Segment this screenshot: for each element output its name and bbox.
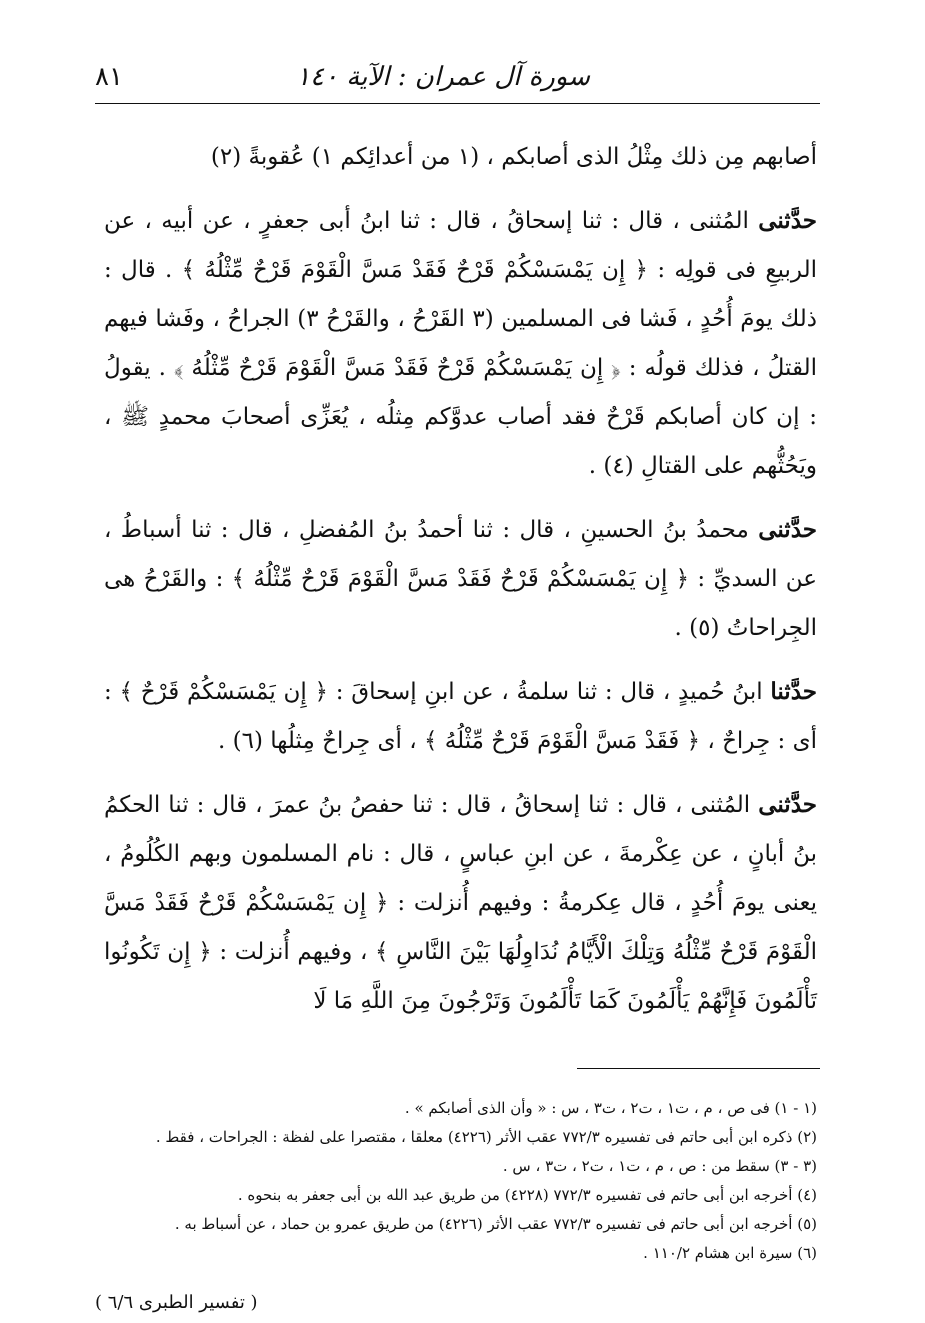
paragraph-text: ابنُ حُميدٍ ، قال : ثنا سلمةُ ، عن ابنِ إسحاقَ : ﴿ إِن يَمْسَسْكُمْ قَرْحٌ ﴾ : أى : جِراحٌ ، ﴿ فَقَدْ مَسَّ الْقَوْمَ قَرْحٌ مِّثْلُهُ ﴾ ، أى جِراحٌ مِثلُها (٦) . — [104, 679, 817, 754]
paragraph-text: محمدُ بنُ الحسينِ ، قال : ثنا أحمدُ بنُ المُفضلِ ، قال : ثنا أسباطُ ، عن السديِّ : ﴿ إِن يَمْسَسْكُمْ قَرْحٌ فَقَدْ مَسَّ الْقَوْمَ قَرْحٌ مِّثْلُهُ ﴾ : والقَرْحُ هى الجِراحاتُ (٥) . — [104, 517, 817, 641]
narrator-lead: حدَّثنى — [758, 207, 817, 234]
paragraph-text: أصابهم مِن ذلك مِثْلُ الذى أصابكم ، (١ من أعدائِكم ١) عُقوبةً (٢) — [210, 144, 817, 170]
footnote: (١ - ١) فى ص ، م ، ت١ ، ت٢ ، ت٣ ، س : « وأن الذى أصابكم » . — [404, 1099, 817, 1117]
footnote: (٢) ذكره ابن أبى حاتم فى تفسيره ٧٧٢/٣ عقب الأثر (٤٢٢٦) معلقا ، مقتصرا على لفظة : الجراحات ، فقط . — [155, 1128, 817, 1146]
paragraph-text: المُثنى ، قال : ثنا إسحاقُ ، قال : ثنا حفصُ بنُ عمرَ ، قال : ثنا الحكمُ بنُ أبانٍ ، عن عِكْرمةَ ، عن ابنِ عباسٍ ، قال : نام المسلمون وبهم الكُلُومُ ، يعنى يومَ أُحُدٍ ، قال عِكرمةُ : وفيهم أُنزلت : ﴿ إِن يَمْسَسْكُمْ قَرْحٌ فَقَدْ مَسَّ الْقَوْمَ قَرْحٌ مِّثْلُهُ وَتِلْكَ الْأَيَّامُ نُدَاوِلُهَا بَيْنَ النَّاسِ ﴾ ، وفيهم أُنزلت : ﴿ إِن تَكُونُوا تَأْلَمُونَ فَإِنَّهُمْ يَأْلَمُونَ كَمَا تَأْلَمُونَ وَتَرْجُونَ مِنَ اللَّهِ مَا لَا — [104, 792, 817, 1014]
narrator-lead: حدَّثنا — [770, 678, 817, 705]
header-rule — [95, 103, 820, 104]
footnote: (٥) أخرجه ابن أبى حاتم فى تفسيره ٧٧٢/٣ عقب الأثر (٤٢٢٦) من طريق عمرو بن حماد ، عن أسباط به . — [174, 1215, 817, 1233]
footnote-rule — [577, 1068, 820, 1069]
page-number: ٨١ — [95, 62, 123, 92]
narrator-lead: حدَّثنى — [758, 516, 817, 543]
paragraph — [104, 196, 817, 491]
footnote: (٦) سيرة ابن هشام ١١٠/٢ . — [643, 1244, 817, 1262]
narrator-lead: حدَّثنى — [758, 791, 817, 818]
paragraph-text: المُثنى ، قال : ثنا إسحاقُ ، قال : ثنا ابنُ أبى جعفرٍ ، عن أبيه ، عن الربيعِ فى قولِه : ﴿ إِن يَمْسَسْكُمْ قَرْحٌ فَقَدْ مَسَّ الْقَوْمَ قَرْحٌ مِّثْلُهُ ﴾ . قال : ذلك يومَ أُحُدٍ ، فَشا فى المسلمين (٣ القَرْحُ ، والقَرْحُ ٣) الجراحُ ، وفَشا فيهم القتلُ ، فذلك قولُه : ﴿ إِن يَمْسَسْكُمْ قَرْحٌ فَقَدْ مَسَّ الْقَوْمَ قَرْحٌ مِّثْلُهُ ﴾ . يقولُ : إن كان أصابكم قَرْحٌ فقد أصاب عدوَّكم مِثلُه ، يُعَزِّى أصحابَ محمدٍ ﷺ ، ويَحُثُّهم على القتالِ (٤) . — [104, 208, 818, 479]
paragraph — [104, 132, 817, 182]
footnote: (٣ - ٣) سقط من : ص ، م ، ت١ ، ت٢ ، ت٣ ، س . — [502, 1157, 817, 1175]
paragraph — [104, 505, 817, 653]
paragraph — [104, 667, 817, 766]
page-header — [95, 56, 820, 104]
main-text — [104, 132, 817, 1040]
volume-label: ( تفسير الطبرى ٦/٦ ) — [95, 1292, 258, 1313]
footnotes — [100, 1094, 817, 1268]
footnote: (٤) أخرجه ابن أبى حاتم فى تفسيره ٧٧٢/٣ (٤٢٢٨) من طريق عبد الله بن أبى جعفر به بنحوه . — [237, 1186, 817, 1204]
running-title: سورة آل عمران : الآية ١٤٠ — [296, 62, 590, 92]
paragraph — [104, 780, 817, 1026]
